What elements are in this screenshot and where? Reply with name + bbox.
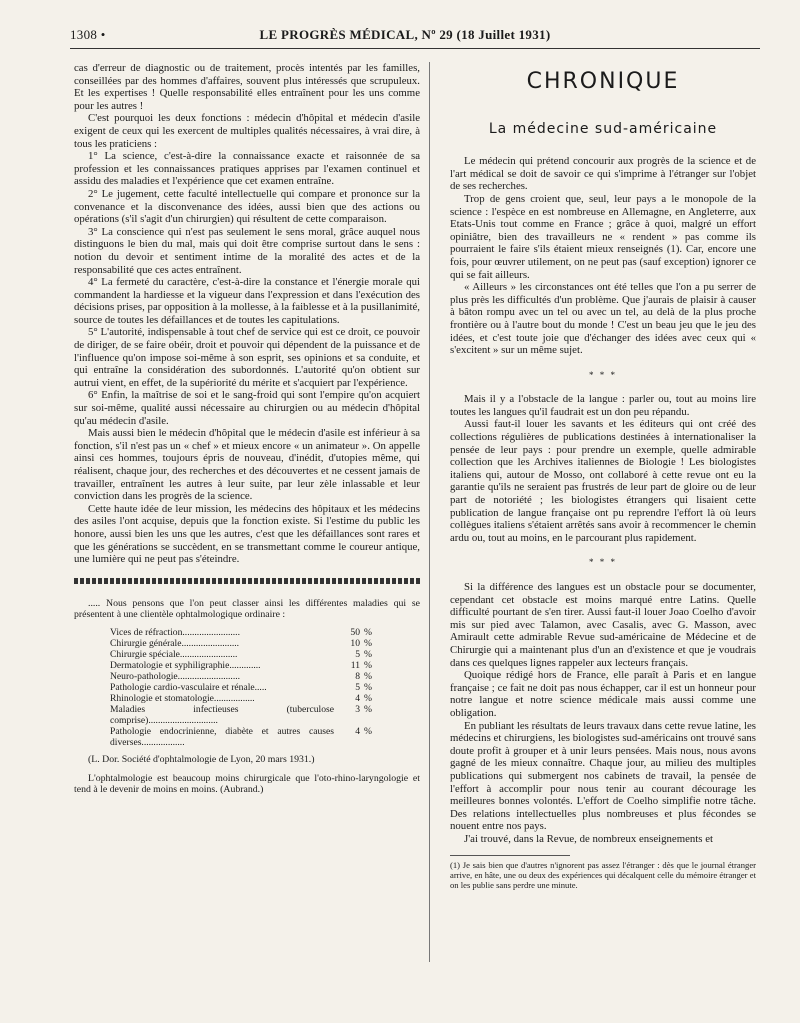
table-row [110, 638, 380, 649]
row-label: Maladies infectieuses (tuberculose comprise)............................. [110, 703, 334, 726]
row-value: 5 [355, 681, 360, 693]
table-row [110, 660, 380, 671]
table-row [110, 671, 380, 682]
row-value: 4 [355, 725, 360, 737]
header-rule [70, 48, 760, 49]
row-value: 50 [350, 626, 360, 638]
source-citation: (L. Dor. Société d'ophtalmologie de Lyon, 20 mars 1931.) [88, 753, 315, 765]
row-unit: % [364, 725, 372, 737]
paragraph: Cette haute idée de leur mission, les médecins des hôpitaux et les médecins des asiles l'ont acquise, depuis que la fonction existe. Si l'estime du public les honore, aussi bien les uns que les autres, c'est que les défaillances sont rares et que les générations se succèdent, en se transmettant comme le coureur antique, une lumière qui ne peut pas s'éteindre. [74, 502, 420, 566]
paragraph: cas d'erreur de diagnostic ou de traitement, procès intentés par les familles, conseillées par des hommes d'affaires, souvent plus intéressés que scrupuleux. Et les expertises ! Quelle responsabilité elles entraînent pour les uns comme pour les autres ! [74, 62, 420, 112]
column-divider [429, 62, 430, 962]
row-unit: % [364, 692, 372, 704]
footnote: (1) Je sais bien que d'autres n'ignorent pas assez l'étranger : dès que le journal étranger arrive, en hâte, une ou deux des expériences qui décalquent celle du mémoire étranger et on les publie sans perdre une minute. [450, 860, 756, 891]
row-label: Pathologie cardio-vasculaire et rénale..... [110, 681, 267, 693]
paragraph: 4° La fermeté du caractère, c'est-à-dire la constance et l'énergie morale qui commandent la hardiesse et la vigueur dans l'expression et dans l'exécution des décisions prises, par opposition à la mollesse, à la faiblesse et à la pusillanimité, source de toutes les défaillances et de toutes les capitulations. [74, 276, 420, 326]
paragraph: Mais il y a l'obstacle de la langue : parler ou, tout au moins lire toutes les langues qu'il faudrait est un don peu répandu. [450, 393, 756, 418]
table-row [110, 704, 380, 726]
row-label: Vices de réfraction........................ [110, 626, 240, 638]
paragraph: 2° Le jugement, cette faculté intellectuelle qui compare et prononce sur la convenance et la disconvenance des idées, aussi bien que des actions ou opérations (s'il s'agit d'un chirurgien) qui résultent de cette comparaison. [74, 187, 420, 226]
paragraph: C'est pourquoi les deux fonctions : médecin d'hôpital et médecin d'asile exigent de ceux qui les exercent de multiples qualités nécessaires, à vrai dire, à tous les praticiens : [74, 112, 420, 150]
paragraph: Mais aussi bien le médecin d'hôpital que le médecin d'asile est inférieur à sa fonction, s'il n'est pas un « chef » et mieux encore « un animateur ». On appelle ainsi ces hommes, toujours épris de nouveau, d'inédit, d'utopies même, qui réalisent, chaque jour, des recherches et des découvertes et ne cessent jamais de travailler, entraînent les autres à leur suite, par leur zèle inlassable et leur conviction dans les progrès de la science. [74, 427, 420, 503]
page-number: 1308 • [70, 27, 106, 42]
table-row [110, 649, 380, 660]
row-value: 8 [355, 670, 360, 682]
row-unit: % [364, 637, 372, 649]
section-break: * * * [589, 369, 617, 380]
statistics-table [110, 627, 380, 748]
row-value: 11 [350, 659, 360, 671]
row-value: 4 [355, 692, 360, 704]
note-intro: ..... Nous pensons que l'on peut classer ainsi les différentes maladies qui se présentent à une clientèle ophtalmologique ordinaire : [74, 597, 420, 621]
paragraph: Si la différence des langues est un obstacle pour se documenter, cependant cet obstacle est moins marqué entre Latins. Quelle difficulté pourtant de s'en tirer. Aussi faut-il louer Joao Coelho d'avoir mis sur pied avec Talamon, avec Casalis, avec G. Masson, avec Amirault cette admirable Revue sud-américaine de Médecine et de Chirurgie qui a maintenant plus d'un an d'existence et que je voudrais dans ces quelques lignes rappeler aux lecteurs français. [450, 581, 756, 669]
section-title: CHRONIQUE [526, 69, 680, 94]
paragraph: En publiant les résultats de leurs travaux dans cette revue latine, les médecins et chirurgiens, les biologistes sud-américains ont trouvé sans doute profit à grouper et à unir leurs pensées. Mais nous, nous avons gagné de les mieux connaître. Chaque jour, au milieu des multiples publications qui submergent nos cabinets de travail, la pensée de l'effort à accomplir pour nous tenir au courant décourage les meilleures bonnes volontés. L'effort de Coelho simplifie notre tâche. Des relations intellectuelles plus nombreuses et plus fécondes se nouent entre nos pays. [450, 719, 756, 833]
row-unit: % [364, 626, 372, 638]
row-value: 5 [355, 648, 360, 660]
row-label: Dermatologie et syphiligraphie............. [110, 659, 261, 671]
paragraph: Quoique rédigé hors de France, elle paraît à Paris et en langue française ; ce fait ne doit pas nous échapper, car il est un honneur pour notre langue et notre science médicale mais aussi comme une obligation. [450, 669, 756, 719]
row-value: 3 [355, 703, 360, 715]
paragraph: 5° L'autorité, indispensable à tout chef de service qui est ce droit, ce pouvoir de diriger, de se faire obéir, droit et pouvoir qui dépendent de la puissance et de l'influence qu'on impose soi-même à son esprit, ses opinions et sa conduite, et qui entraîne la considération des subordonnés. L'autorité qu'on obtient sur autrui vient, en effet, de la supériorité du mérite et s'acquiert par l'expérience. [74, 326, 420, 389]
paragraph: « Ailleurs » les circonstances ont été telles que l'on a pu serrer de plus près les difficultés d'un problème. Que j'aurais de plaisir à causer à bâton rompu avec un tel ou avec un tel, au delà de la plus proche frontière ou à l'autre bout du monde ! C'est un beau jeu que le jeu des idées, et c'est toute joie que d'échanger des idées avec ceux qui « s'excitent » sur un même sujet. [450, 281, 756, 357]
article-title: La médecine sud-américaine [488, 120, 718, 137]
paragraph: J'ai trouvé, dans la Revue, de nombreux enseignements et [464, 832, 714, 845]
ornamental-divider [74, 578, 420, 584]
paragraph: 1° La science, c'est-à-dire la connaissance exacte et raisonnée de sa profession et les connaissances pratiques apprises par l'examen continuel et assidu des maladies et l'expérience que cet examen entraîne. [74, 150, 420, 188]
closing-note: L'ophtalmologie est beaucoup moins chirurgicale que l'oto-rhino-laryngologie et tend à le devenir de moins en moins. (Aubrand.) [74, 772, 420, 796]
paragraph: Trop de gens croient que, seul, leur pays a le monopole de la science : l'espèce en est nombreuse en Allemagne, en Angleterre, aux Etats-Unis tout comme en France ; grâce à quoi, malgré un effort opiniâtre, bien des travailleurs ne « rendent » pas comme ils pourraient le faire s'ils étaient mieux renseignés (1). Car, encore une fois, pour œuvrer utilement, on ne peut pas (sauf exception) ignorer ce qui se fait ailleurs. [450, 192, 756, 281]
row-unit: % [364, 703, 372, 715]
footnote-rule [450, 855, 570, 856]
running-title: LE PROGRÈS MÉDICAL, Nº 29 (18 Juillet 1931) [259, 27, 551, 42]
right-column [450, 62, 756, 890]
row-label: Chirurgie spéciale........................ [110, 648, 238, 660]
row-unit: % [364, 670, 372, 682]
row-value: 10 [350, 637, 360, 649]
table-row [110, 682, 380, 693]
row-label: Pathologie endocrinienne, diabète et autres causes diverses.................. [110, 725, 334, 748]
row-unit: % [364, 681, 372, 693]
paragraph: 3° La conscience qui n'est pas seulement le sens moral, grâce auquel nous distinguons le bien du mal, mais qui doit être comprise surtout dans le sens : notion du devoir et sentiment intime de la moralité des actes et de la responsabilité que ces actes entraînent. [74, 225, 420, 276]
row-label: Neuro-pathologie.......................... [110, 670, 241, 682]
table-row [110, 693, 380, 704]
table-row [110, 627, 380, 638]
running-header [70, 24, 740, 46]
row-label: Rhinologie et stomatologie................. [110, 692, 255, 704]
row-unit: % [364, 659, 372, 671]
section-break: * * * [589, 557, 617, 568]
row-label: Chirurgie générale........................ [110, 637, 240, 649]
paragraph: Aussi faut-il louer les savants et les éditeurs qui ont créé des collections régulières de publications destinées à internationaliser la pensée de leur pays : pour prendre un exemple, quelle admirable collection que les Archives italiennes de Biologie ! Les biologistes italiens qui, autour de Mosso, ont collaboré à cette revue ont eu la garantie qu'ils ne seraient pas frustrés de leur part de gloire ou de leur part de notoriété ; les biologistes étrangers qui lisaient cette publication de langue française ont pu reprendre l'effort là où leurs collègues italiens s'étaient arrêtés sans avoir à recommencer le chemin ardu ou, tout au moins, en le parcourant plus rapidement. [450, 418, 756, 544]
table-row [110, 726, 380, 748]
left-column [74, 62, 420, 796]
paragraph: 6° Enfin, la maîtrise de soi et le sang-froid qui sont l'empire qu'on acquiert sur soi-même, qualité aussi nécessaire au chirurgien ou au médecin d'hôpital qu'au médecin d'asile. [74, 389, 420, 427]
paragraph: Le médecin qui prétend concourir aux progrès de la science et de l'art médical se doit de savoir ce qui s'imprime à l'étranger sur l'objet de ses recherches. [450, 155, 756, 193]
row-unit: % [364, 648, 372, 660]
